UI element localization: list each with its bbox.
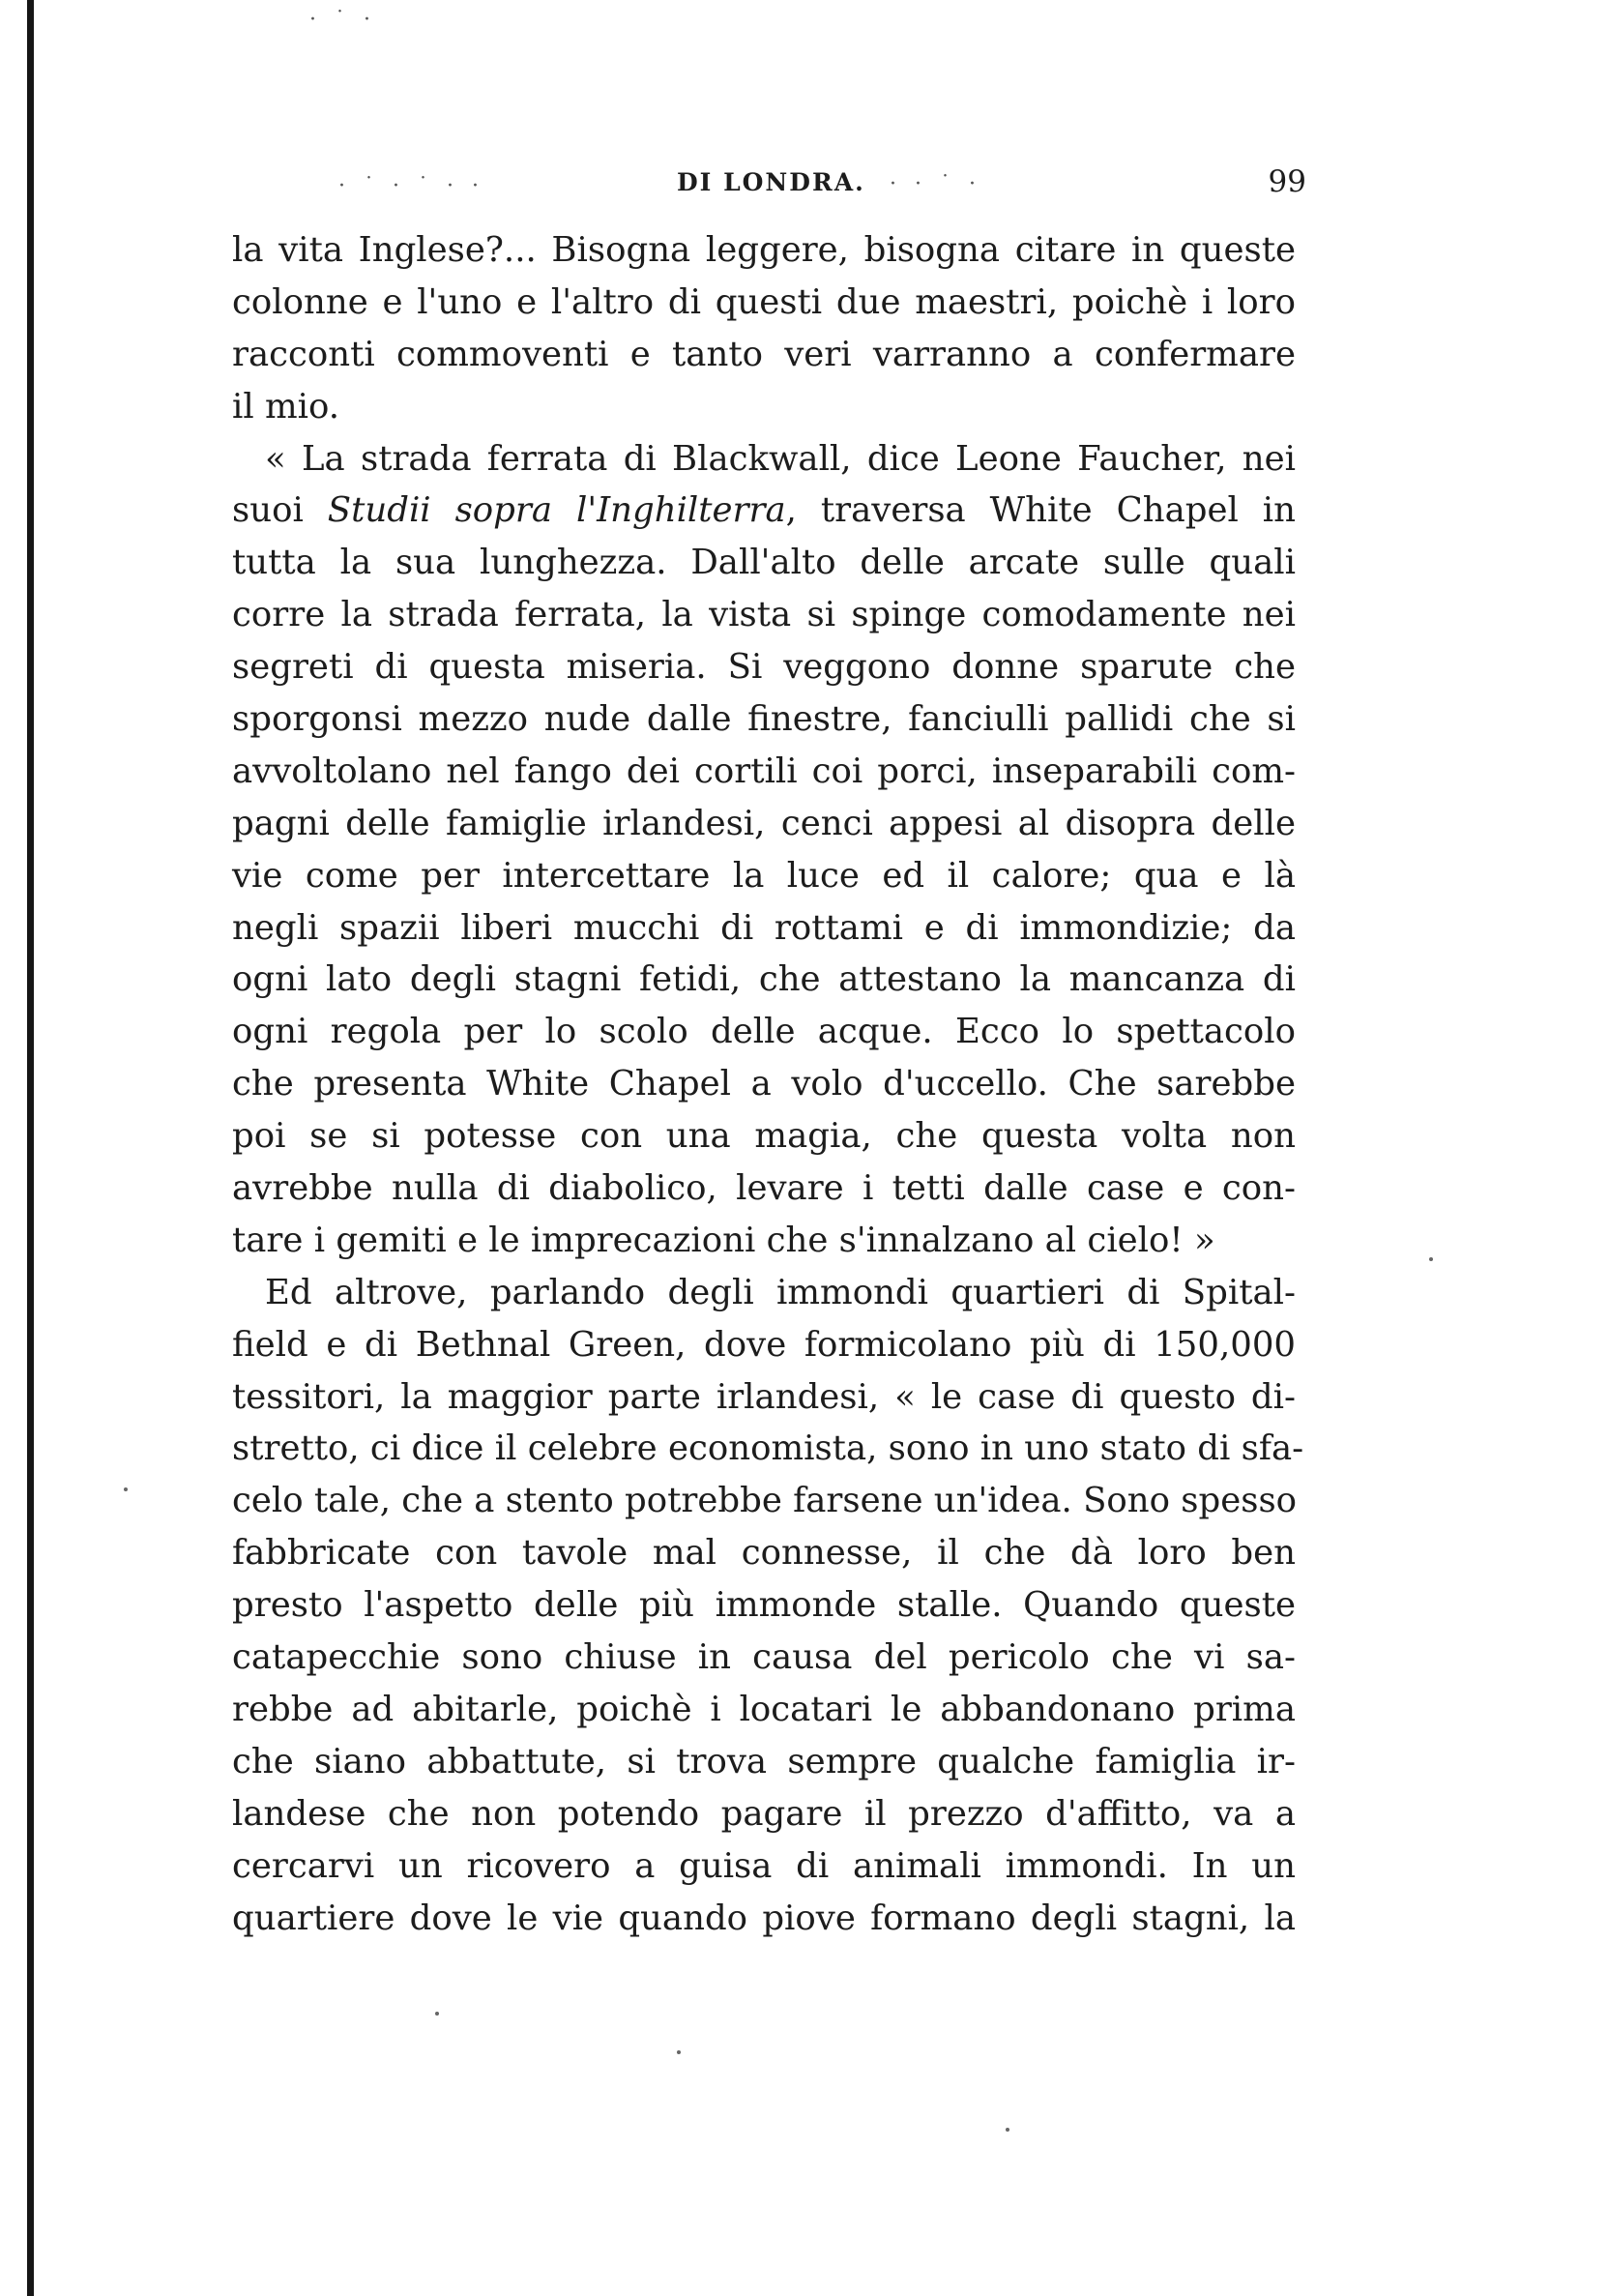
scan-noise: · ˙ · ˙ · ·	[338, 174, 484, 198]
text-line: stretto, ci dice il celebre economista, sono in uno stato di sfa-	[232, 1428, 1304, 1469]
scan-noise: · ˙ ·	[309, 8, 376, 32]
text-line: il mio.	[232, 386, 340, 427]
text-line: segreti di questa miseria. Si veggono donne sparute che	[232, 647, 1296, 688]
text-line: tutta la sua lunghezza. Dall'alto delle arcate sulle quali	[232, 543, 1296, 583]
text-line: tessitori, la maggior parte irlandesi, « le case di questo di-	[232, 1376, 1296, 1417]
text-line: quartiere dove le vie quando piove formano degli stagni, la	[232, 1898, 1296, 1938]
text-line: colonne e l'uno e l'altro di questi due maestri, poichè i loro	[232, 281, 1296, 322]
text-segment: suoi	[232, 490, 328, 531]
text-line: « La strada ferrata di Blackwall, dice Leone Faucher, nei	[265, 438, 1296, 479]
text-line: tare i gemiti e le imprecazioni che s'innalzano al cielo! »	[232, 1220, 1215, 1260]
page-number: 99	[1268, 164, 1306, 199]
text-line: Ed altrove, parlando degli immondi quartieri di Spital-	[265, 1272, 1296, 1312]
text-line: fabbricate con tavole mal connesse, il che dà loro ben	[232, 1533, 1296, 1574]
text-line: catapecchie sono chiuse in causa del pericolo che vi sa-	[232, 1637, 1296, 1678]
text-line	[232, 485, 1296, 537]
text-line: corre la strada ferrata, la vista si spinge comodamente nei	[232, 595, 1296, 635]
text-line: racconti commoventi e tanto veri varranno a confermare	[232, 334, 1296, 374]
book-spine-edge	[27, 0, 34, 2296]
book-title-italic: Studii sopra l'Inghilterra	[327, 490, 786, 531]
text-line: presto l'aspetto delle più immonde stalle. Quando queste	[232, 1585, 1296, 1626]
text-line: avrebbe nulla di diabolico, levare i tetti dalle case e con-	[232, 1168, 1296, 1209]
scan-noise: · · ˙ ·	[890, 172, 981, 196]
text-line: celo tale, che a stento potrebbe farsene un'idea. Sono spesso	[232, 1481, 1298, 1521]
scan-speck	[124, 1487, 128, 1491]
running-title: DI LONDRA.	[677, 168, 865, 196]
text-line: la vita Inglese?... Bisogna leggere, bisogna citare in queste	[232, 230, 1296, 270]
text-line: field e di Bethnal Green, dove formicolano più di 150,000	[232, 1324, 1296, 1365]
text-line: vie come per intercettare la luce ed il calore; qua e là	[232, 855, 1296, 896]
body-text	[232, 224, 1304, 1944]
scan-speck	[1429, 1257, 1433, 1261]
text-line: cercarvi un ricovero a guisa di animali immondi. In un	[232, 1845, 1296, 1886]
scan-speck	[1006, 2128, 1009, 2132]
text-line: che presenta White Chapel a volo d'uccello. Che sarebbe	[232, 1064, 1296, 1104]
text-line: poi se si potesse con una magia, che questa volta non	[232, 1116, 1296, 1157]
text-line: pagni delle famiglie irlandesi, cenci appesi al disopra delle	[232, 803, 1296, 843]
text-line: ogni lato degli stagni fetidi, che attestano la mancanza di	[232, 959, 1296, 1000]
scan-speck	[677, 2050, 681, 2054]
text-line: ogni regola per lo scolo delle acque. Ecco lo spettacolo	[232, 1012, 1296, 1052]
page-header	[232, 164, 1306, 205]
text-segment: , traversa White Chapel in	[785, 490, 1297, 531]
text-line: landese che non potendo pagare il prezzo d'affitto, va a	[232, 1793, 1296, 1834]
text-line: rebbe ad abitarle, poichè i locatari le abbandonano prima	[232, 1689, 1296, 1729]
text-line: negli spazii liberi mucchi di rottami e di immondizie; da	[232, 907, 1296, 948]
text-line: avvoltolano nel fango dei cortili coi porci, inseparabili com-	[232, 751, 1296, 791]
text-line: sporgonsi mezzo nude dalle finestre, fanciulli pallidi che si	[232, 699, 1296, 740]
text-line: che siano abbattute, si trova sempre qualche famiglia ir-	[232, 1741, 1296, 1781]
scan-speck	[435, 2012, 439, 2016]
